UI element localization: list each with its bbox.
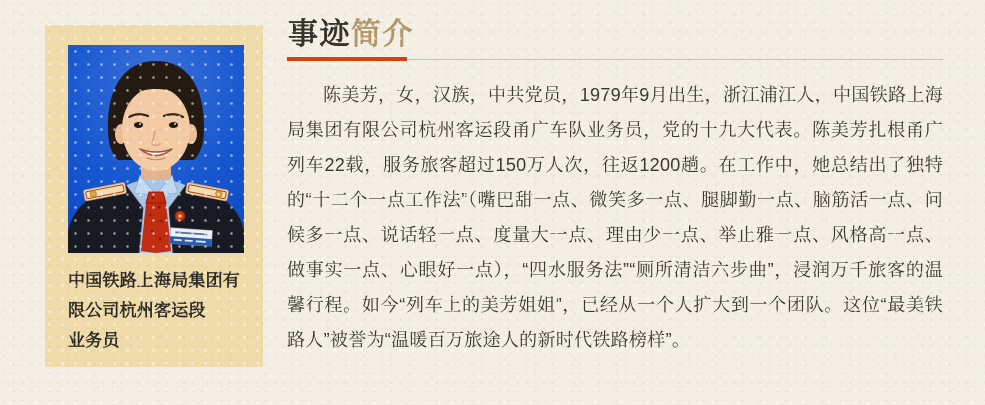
caption-organization: 中国铁路上海局集团有限公司杭州客运段 — [68, 271, 240, 320]
portrait-illustration — [68, 45, 244, 253]
title-divider-accent — [287, 57, 407, 61]
photo-caption — [68, 266, 246, 356]
title-divider — [287, 59, 943, 60]
profile-card — [45, 25, 263, 367]
main-content — [287, 0, 943, 405]
section-title-primary: 事迹 — [288, 18, 351, 51]
biography-text: 陈美芳，女，汉族，中共党员，1979年9月出生，浙江浦江人，中国铁路上海局集团有限公司杭州客运段甬广车队业务员，党的十九大代表。陈美芳扎根甬广列车22载，服务旅客超过150万人次，往返1200趟。在工作中，她总结出了独特的“十二个一点工作法”（嘴巴甜一点、微笑多一点、腿脚勤一点、脑筋活一点、问候多一点、说话轻一点、度量大一点、理由少一点、举止雅一点、风格高一点、做事实一点、心眼好一点），“四水服务法”“厕所清洁六步曲”，浸润万千旅客的温馨行程。如今“列车上的美芳姐姐”，已经从一个人扩大到一个团队。这位“最美铁路人”被誉为“温暖百万旅途人的新时代铁路榜样”。 — [287, 85, 943, 350]
section-title — [288, 19, 414, 51]
section-title-accent: 简介 — [351, 18, 414, 51]
portrait-photo — [68, 45, 244, 253]
caption-role: 业务员 — [68, 331, 120, 350]
